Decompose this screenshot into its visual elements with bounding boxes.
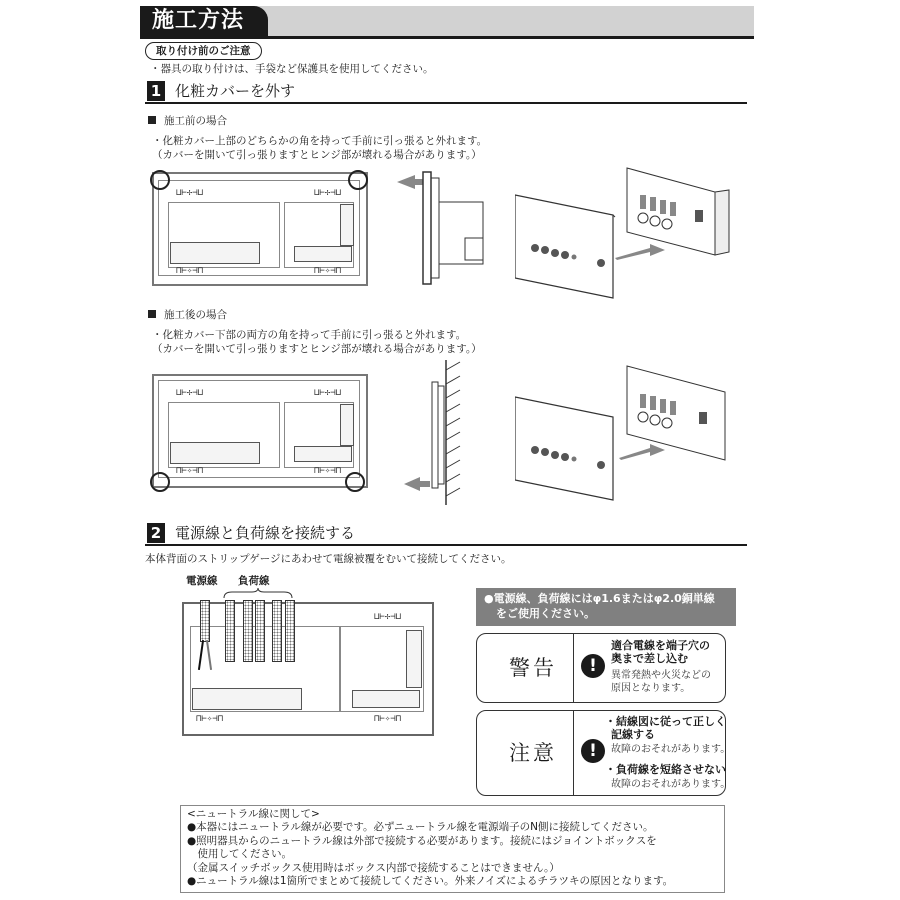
page-title: 施工方法 (152, 8, 245, 33)
precaution-text: ・器具の取り付けは、手袋など保護具を使用してください。 (150, 63, 434, 75)
power-wire (200, 600, 210, 642)
after-line2: （カバーを開いて引っ張りますとヒンジ部が壊れる場合があります。） (152, 343, 482, 355)
load-wire (285, 600, 295, 662)
precaution-pill: 取り付け前のご注意 (145, 42, 262, 60)
exclamation-icon: ! (581, 739, 605, 763)
load-brace (222, 588, 294, 600)
after-line1: ・化粧カバー下部の両方の角を持って手前に引っ張ると外れます。 (152, 329, 467, 341)
section-2-header (145, 522, 747, 546)
panel-front-diagram: ⊔⊢✢⊣⊔ ⊔⊢✢⊣⊔ ⊓⊢✧⊣⊓ ⊓⊢✧⊣⊓ (152, 172, 368, 286)
load-wire (225, 600, 235, 662)
side-view-wall-diagram (400, 360, 470, 510)
corner-circle-highlight (150, 472, 170, 492)
panel-front-diagram-after: ⊔⊢✢⊣⊔ ⊔⊢✢⊣⊔ ⊓⊢✧⊣⊓ ⊓⊢✧⊣⊓ (152, 374, 368, 488)
warning-box: 警告 ! 適合電線を端子穴の 奥まで差し込む 異常発熱や火災などの 原因となります。 (476, 633, 726, 703)
cover-and-board-diagram-after (515, 362, 745, 502)
neutral-wire-notes: <ニュートラル線に関して> ●本器にはニュートラル線が必要です。必ずニュートラル線を電源端子のN側に接続してください。 ●照明器具からのニュートラル線は外部で接続する必要があります。接続にはジョイントボックスを 使用してください。 （金属スイッチボックス使用時はボックス内部で接続することはできません。） ●ニュートラル線は1箇所でまとめて接続してください。外来ノイズによるチラツキの原因となります。 (180, 805, 725, 893)
caution-title: 注意 (509, 741, 557, 765)
load-wire (255, 600, 265, 662)
cover-and-board-diagram (515, 160, 745, 300)
exclamation-icon: ! (581, 654, 605, 678)
section-number: 2 (147, 523, 165, 543)
section-2-intro: 本体背面のストリップゲージにあわせて電線被覆をむいて接続してください。 (145, 553, 512, 565)
load-wire (243, 600, 253, 662)
section-1-header (145, 80, 747, 104)
before-heading: 施工前の場合 (148, 114, 227, 128)
before-line1: ・化粧カバー上部のどちらかの角を持って手前に引っ張ると外れます。 (152, 135, 488, 147)
section-title: 電源線と負荷線を接続する (175, 524, 356, 542)
wiring-panel-diagram: ⊔⊢✢⊣⊔ ⊓⊢✧⊣⊓ ⊓⊢✧⊣⊓ (182, 602, 434, 736)
before-line2: （カバーを開いて引っ張りますとヒンジ部が壊れる場合があります。） (152, 149, 482, 161)
section-number: 1 (147, 81, 165, 101)
side-view-diagram (395, 170, 495, 290)
corner-circle-highlight (150, 170, 170, 190)
neutral-heading: <ニュートラル線に関して> (187, 808, 320, 820)
corner-circle-highlight (348, 170, 368, 190)
corner-circle-highlight (345, 472, 365, 492)
power-wire-label: 電源線 (186, 575, 218, 587)
warning-title: 警告 (509, 656, 557, 680)
wire-spec-info: ●電源線、負荷線にはφ1.6またはφ2.0銅単線 をご使用ください。 (476, 588, 736, 626)
after-heading: 施工後の場合 (148, 308, 227, 322)
load-wire-label: 負荷線 (238, 575, 270, 587)
section-title: 化粧カバーを外す (175, 82, 296, 100)
square-bullet-icon (148, 310, 156, 318)
load-wire (272, 600, 282, 662)
caution-box: 注意 ! ・結線図に従って正しく 記線する 故障のおそれがあります。 ・負荷線を短絡させない 故障のおそれがあります。 (476, 710, 726, 796)
square-bullet-icon (148, 116, 156, 124)
